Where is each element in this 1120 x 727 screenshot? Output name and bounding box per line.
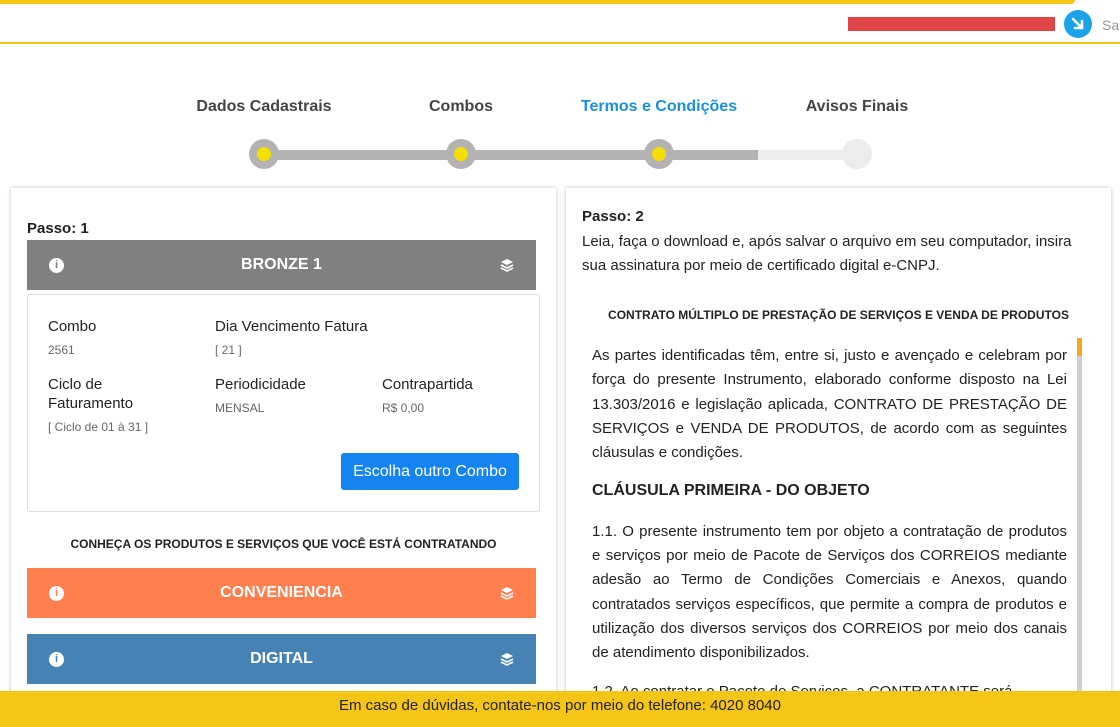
- progress-track-filled: [264, 150, 758, 160]
- step-1-label: Passo: 1: [27, 220, 89, 237]
- step-combos: Combos: [429, 98, 493, 115]
- combo-panel: [11, 188, 556, 698]
- step-termos-condicoes: Termos e Condições: [580, 98, 738, 115]
- info-icon[interactable]: i: [49, 258, 64, 273]
- choose-other-combo-button[interactable]: Escolha outro Combo: [341, 453, 519, 490]
- clause-paragraph: 1.1. O presente instrumento tem por objeto a contratação de produtos e serviços por meio de Pacote de Serviços dos CORREIOS mediante adesão ao Termo de Condições Comerciais e Anexos, quando contratados serviços específicos, que permite a compra de produtos e utilização dos diversos serviços dos CORREIOS por meio dos canais de atendimento disponibilizados.: [592, 522, 1067, 662]
- step-avisos-finais: Avisos Finais: [805, 98, 909, 115]
- top-accent-stripe: [0, 0, 1075, 4]
- product-bar-digital[interactable]: [27, 634, 536, 684]
- contract-scrollbar[interactable]: [1077, 338, 1082, 698]
- due-date-field: Dia Vencimento Fatura [ 21 ]: [215, 318, 368, 357]
- layers-icon[interactable]: [500, 652, 514, 666]
- periodicity-field: Periodicidade MENSAL: [215, 376, 306, 415]
- instructions-text: Leia, faça o download e, após salvar o arquivo em seu computador, insira sua assinatura por meio de certificado digital e-CNPJ.: [582, 233, 1072, 274]
- exit-link[interactable]: Sa: [1102, 17, 1120, 33]
- combo-bar-bronze[interactable]: [27, 240, 536, 290]
- scrollbar-thumb[interactable]: [1077, 338, 1082, 356]
- step-marker-done: [446, 139, 476, 169]
- contract-text[interactable]: [592, 344, 1067, 698]
- contract-intro: As partes identificadas têm, entre si, justo e avençado e celebram por força do presente Instrumento, elaborado conforme disposto na Lei 13.303/2016 e legislação aplicada, CONTRATO DE PRESTAÇÃO DE SERVIÇOS e VENDA DE PRODUTOS, de acordo com as seguintes cláusulas e condições.: [592, 347, 1067, 462]
- contract-title: CONTRATO MÚLTIPLO DE PRESTAÇÃO DE SERVIÇOS E VENDA DE PRODUTOS: [608, 308, 1069, 322]
- step-2-label: Passo: 2: [582, 208, 644, 225]
- counterpart-field: Contrapartida R$ 0,00: [382, 376, 473, 415]
- product-bar-conveniencia[interactable]: [27, 568, 536, 618]
- terms-panel: [566, 188, 1111, 698]
- product-title: CONVENIENCIA: [220, 584, 343, 601]
- layers-icon[interactable]: [500, 586, 514, 600]
- combo-field: Combo 2561: [48, 318, 97, 357]
- exit-icon[interactable]: [1064, 10, 1092, 38]
- redacted-user-name: [848, 17, 1055, 31]
- combo-details-card: [27, 294, 540, 512]
- products-heading: CONHEÇA OS PRODUTOS E SERVIÇOS QUE VOCÊ ESTÁ CONTRATANDO: [70, 537, 497, 551]
- info-icon[interactable]: i: [49, 652, 64, 667]
- help-footer: Em caso de dúvidas, contate-nos por meio do telefone: 4020 8040: [0, 691, 1120, 727]
- top-bar: [0, 0, 1120, 44]
- product-title: DIGITAL: [250, 650, 313, 667]
- step-dados-cadastrais: Dados Cadastrais: [196, 98, 332, 115]
- step-marker-current: [644, 139, 674, 169]
- progress-stepper: [0, 96, 1120, 176]
- layers-icon[interactable]: [500, 258, 514, 272]
- info-icon[interactable]: i: [49, 586, 64, 601]
- billing-cycle-field: Ciclo de Faturamento [ Ciclo de 01 à 31 ]: [48, 376, 149, 434]
- step-marker-pending: [842, 139, 872, 169]
- combo-title: BRONZE 1: [241, 256, 322, 273]
- clause-heading: CLÁUSULA PRIMEIRA - DO OBJETO: [592, 482, 870, 500]
- step-marker-done: [249, 139, 279, 169]
